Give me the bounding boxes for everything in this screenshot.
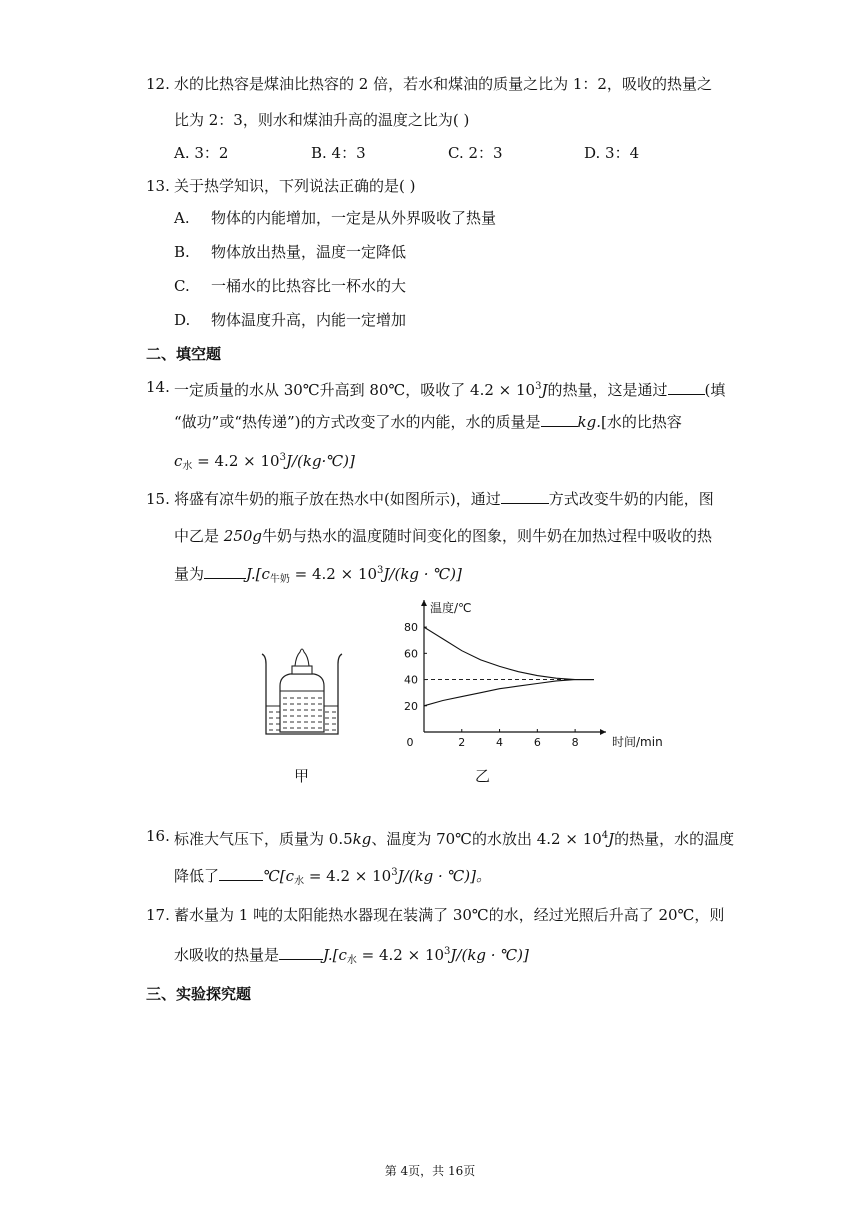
- superscript: 3: [444, 946, 451, 957]
- text-run: 标准大气压下，质量为 0.5: [174, 830, 353, 848]
- y-axis-label: 温度/℃: [430, 601, 472, 615]
- quantity: 250g: [223, 527, 263, 545]
- x-axis-arrow: [600, 729, 606, 735]
- text-run: = 4.2 × 10: [192, 452, 280, 470]
- unit: ℃[c: [263, 867, 295, 885]
- option-letter: A.: [174, 209, 190, 227]
- option-text: 物体的内能增加，一定是从外界吸收了热量: [211, 209, 497, 227]
- text-run: = 4.2 × 10: [304, 867, 392, 885]
- question-text: [174, 826, 734, 849]
- question-text: [174, 489, 714, 509]
- option-c: [174, 276, 406, 296]
- unit: J/(kg · ℃)]: [383, 565, 462, 583]
- text-run: 量为: [174, 565, 205, 583]
- text-run: (填: [704, 381, 726, 399]
- text-run: 的热量，这是通过: [547, 381, 668, 399]
- unit: kg: [352, 830, 372, 848]
- unit: kg.: [577, 413, 601, 431]
- text-run: 一定质量的水从 30℃升高到 80℃，吸收了 4.2 × 10: [174, 381, 536, 399]
- answer-blank[interactable]: [501, 489, 549, 504]
- question-text: [174, 412, 682, 432]
- x-tick-label: 6: [533, 736, 541, 749]
- option-letter: D.: [174, 311, 191, 329]
- hot-water-curve: [424, 627, 594, 680]
- option-a: [174, 208, 496, 228]
- text-run: 将盛有凉牛奶的瓶子放在热水中(如图所示)，通过: [174, 490, 501, 508]
- answer-blank[interactable]: [219, 866, 263, 881]
- subscript: 水: [182, 461, 193, 472]
- text-run: 降低了: [174, 867, 220, 885]
- question-text: 蓄水量为 1 吨的太阳能热水器现在装满了 30℃的水，经过光照后升高了 20℃，则: [174, 906, 725, 924]
- text-run: 方式改变牛奶的内能，图: [548, 490, 714, 508]
- subscript: 牛奶: [269, 574, 290, 585]
- unit: J/(kg · ℃)]。: [397, 867, 491, 885]
- option-d: [174, 310, 406, 330]
- question-text: [174, 377, 725, 400]
- question-number: 16.: [146, 827, 170, 845]
- option-b: B. 4：3: [311, 144, 366, 162]
- y-tick-label: 40: [404, 673, 418, 687]
- text-run: 、温度为 70℃的水放出 4.2 × 10: [371, 830, 602, 848]
- question-number: 15.: [146, 490, 170, 508]
- options-row: [174, 143, 734, 163]
- x-tick-label: 4: [496, 736, 504, 749]
- y-tick-label: 80: [404, 621, 418, 635]
- option-d: D. 3：4: [584, 144, 640, 162]
- text-run: = 4.2 × 10: [356, 946, 445, 964]
- option-text: 一桶水的比热容比一杯水的大: [211, 277, 407, 295]
- question-number: 17.: [146, 906, 170, 924]
- x-tick-label: 8: [571, 736, 579, 749]
- answer-blank[interactable]: [668, 380, 705, 395]
- text-run: “做功”或“热传递”)的方式改变了水的内能，水的质量是: [174, 413, 541, 431]
- option-letter: C.: [174, 277, 190, 295]
- question-text: [174, 863, 491, 892]
- text-run: = 4.2 × 10: [289, 565, 378, 583]
- symbol: c: [174, 452, 183, 470]
- answer-blank[interactable]: [204, 564, 246, 579]
- unit: J/(kg · ℃)]: [450, 946, 529, 964]
- question-number: 14.: [146, 378, 170, 396]
- milk-curve: [424, 680, 594, 706]
- option-text: 物体温度升高，内能一定增加: [211, 311, 407, 329]
- x-tick-label: 0: [406, 736, 414, 749]
- y-tick-label: 20: [404, 699, 418, 713]
- caption-jia: 甲: [294, 767, 310, 785]
- page-footer: 第 4页，共 16页: [384, 1164, 476, 1178]
- question-number: 13.: [146, 177, 170, 195]
- text-run: 水吸收的热量是: [174, 946, 280, 964]
- question-text: [174, 561, 462, 590]
- question-text: [174, 526, 712, 546]
- text-run: 牛奶与热水的温度随时间变化的图象，则牛奶在加热过程中吸收的热: [262, 527, 713, 545]
- x-axis-label: 时间/min: [612, 735, 663, 749]
- option-letter: B.: [174, 243, 190, 261]
- question-number: 12.: [146, 75, 170, 93]
- option-b: [174, 242, 406, 262]
- beaker-bottle-figure: [256, 636, 348, 746]
- unit: J.[c: [323, 946, 347, 964]
- answer-blank[interactable]: [279, 945, 323, 960]
- unit: J/(kg·℃)]: [285, 452, 355, 470]
- section-heading-experiment: 三、实验探究题: [146, 985, 252, 1003]
- section-heading-fill-blank: 二、填空题: [146, 345, 222, 363]
- superscript: 3: [279, 452, 286, 463]
- option-a: A. 3：2: [174, 144, 229, 162]
- unit: J: [608, 830, 615, 848]
- caption-yi: 乙: [475, 767, 491, 785]
- question-text: [174, 448, 355, 477]
- superscript: 3: [535, 381, 542, 392]
- superscript: 3: [391, 867, 398, 878]
- question-text: 关于热学知识，下列说法正确的是( ): [174, 177, 416, 195]
- text-run: 的热量，水的温度: [614, 830, 735, 848]
- question-text: 水的比热容是煤油比热容的 2 倍，若水和煤油的质量之比为 1：2，吸收的热量之: [174, 75, 712, 93]
- temperature-time-chart: [390, 596, 663, 751]
- question-text: [174, 942, 529, 971]
- unit: J.[c: [246, 565, 270, 583]
- superscript: 4: [601, 830, 609, 841]
- text-run: 中乙是: [174, 527, 224, 545]
- y-tick-label: 60: [404, 647, 418, 661]
- option-text: 物体放出热量，温度一定降低: [211, 243, 407, 261]
- x-tick-label: 2: [458, 736, 466, 749]
- question-text: 比为 2：3，则水和煤油升高的温度之比为( ): [174, 111, 470, 129]
- text-run: [水的比热容: [601, 413, 682, 431]
- superscript: 3: [377, 565, 384, 576]
- answer-blank[interactable]: [541, 412, 578, 427]
- unit: J: [541, 381, 548, 399]
- subscript: 水: [294, 876, 305, 887]
- option-c: C. 2：3: [448, 144, 503, 162]
- y-axis-arrow: [421, 600, 427, 606]
- subscript: 水: [346, 955, 357, 966]
